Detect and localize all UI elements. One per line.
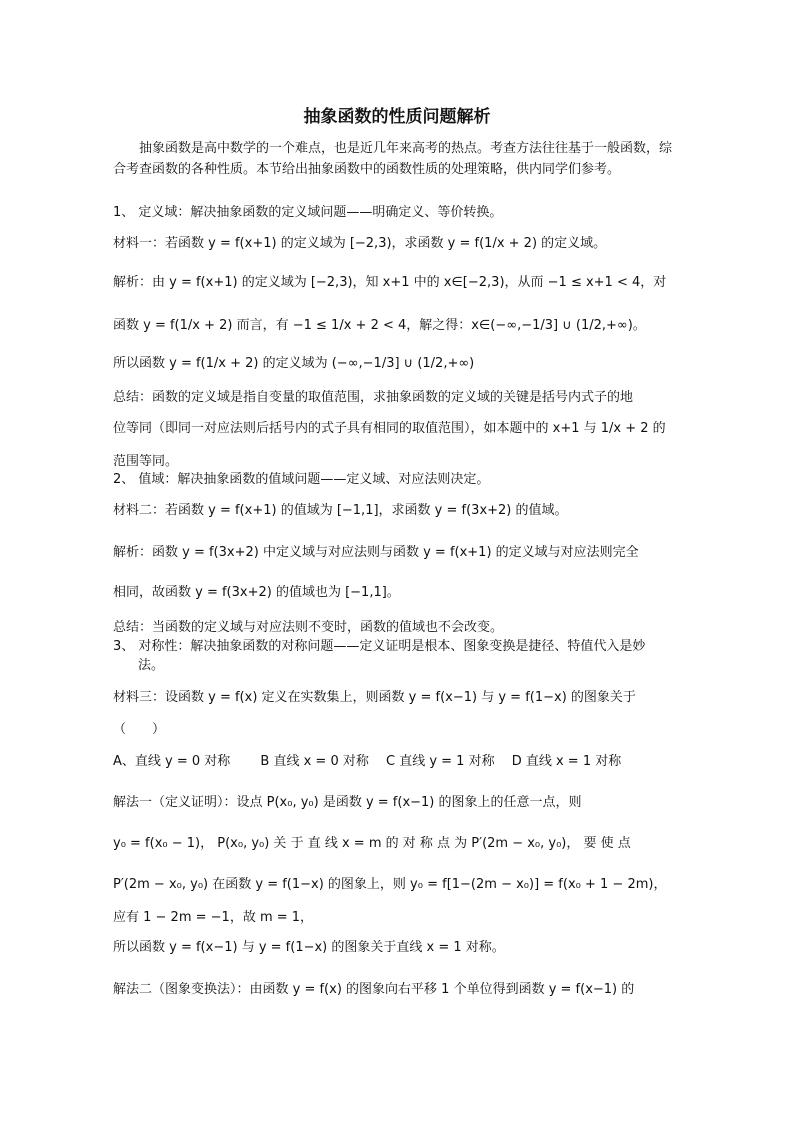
solution-1-line-2: 函数 y = f(1/x + 2) 而言，有 −1 ≤ 1/x + 2 < 4，解之得：x∈(−∞,−1/3] ∪ (1/2,+∞)。	[113, 318, 646, 333]
solution-2-line-2: 相同，故函数 y = f(3x+2) 的值域也为 [−1,1]。	[113, 585, 400, 600]
material-1: 材料一：若函数 y = f(x+1) 的定义域为 [−2,3)，求函数 y = f(1/x + 2) 的定义域。	[113, 236, 607, 251]
answer-options: A、直线 y = 0 对称 B 直线 x = 0 对称 C 直线 y = 1 对称 D 直线 x = 1 对称	[113, 754, 622, 769]
section-1-heading: 1、 定义域：解决抽象函数的定义域问题——明确定义、等价转换。	[113, 205, 503, 220]
solution-1-line-1: 解析：由 y = f(x+1) 的定义域为 [−2,3)，知 x+1 中的 x∈[−2,3)，从而 −1 ≤ x+1 < 4，对	[113, 275, 667, 290]
summary-1-line-2: 位等同（即同一对应法则后括号内的式子具有相同的取值范围），如本题中的 x+1 与 1/x + 2 的	[113, 421, 666, 436]
material-3: 材料三：设函数 y = f(x) 定义在实数集上，则函数 y = f(x−1) 与 y = f(1−x) 的图象关于	[113, 690, 636, 705]
solution-2-line-1: 解析：函数 y = f(3x+2) 中定义域与对应法则与函数 y = f(x+1) 的定义域与对应法则完全	[113, 545, 639, 560]
intro-paragraph: 抽象函数是高中数学的一个难点，也是近几年来高考的热点。考查方法往往基于一般函数，综合考查函数的各种性质。本节给出抽象函数中的函数性质的处理策略，供内同学们参考。	[113, 141, 673, 177]
section-3-heading: 3、 对称性：解决抽象函数的对称问题——定义证明是根本、图象变换是捷径、特值代入是妙	[113, 639, 646, 654]
summary-1-line-1: 总结：函数的定义域是指自变量的取值范围，求抽象函数的定义域的关键是括号内式子的地	[113, 390, 634, 405]
summary-1-line-3: 范围等同。	[113, 454, 179, 469]
method-1-line-4: 应有 1 − 2m = −1，故 m = 1，	[113, 910, 314, 925]
material-2: 材料二：若函数 y = f(x+1) 的值域为 [−1,1]，求函数 y = f(3x+2) 的值域。	[113, 503, 568, 518]
summary-2: 总结：当函数的定义域与对应法则不变时，函数的值域也不会改变。	[113, 620, 504, 635]
section-2-heading: 2、 值域：解决抽象函数的值域问题——定义域、对应法则决定。	[113, 472, 490, 487]
method-2-line-1: 解法二（图象变换法）：由函数 y = f(x) 的图象向右平移 1 个单位得到函数 y = f(x−1) 的	[113, 982, 635, 997]
method-1-line-1: 解法一（定义证明）：设点 P(x₀, y₀) 是函数 y = f(x−1) 的图象上的任意一点，则	[113, 795, 582, 810]
section-3-heading-cont: 法。	[138, 658, 165, 673]
document-title: 抽象函数的性质问题解析	[303, 107, 491, 127]
method-1-line-2: y₀ = f(x₀ − 1)， P(x₀, y₀) 关 于 直 线 x = m 的 对 称 点 为 P′(2m − x₀, y₀)， 要 使 点	[113, 836, 631, 851]
method-1-conclusion: 所以函数 y = f(x−1) 与 y = f(1−x) 的图象关于直线 x = 1 对称。	[113, 940, 505, 955]
method-1-line-3: P′(2m − x₀, y₀) 在函数 y = f(1−x) 的图象上，则 y₀ = f[1−(2m − x₀)] = f(x₀ + 1 − 2m)，	[113, 877, 667, 892]
solution-1-conclusion: 所以函数 y = f(1/x + 2) 的定义域为 (−∞,−1/3] ∪ (1/2,+∞)	[113, 356, 475, 371]
answer-blank: （ ）	[113, 722, 166, 737]
